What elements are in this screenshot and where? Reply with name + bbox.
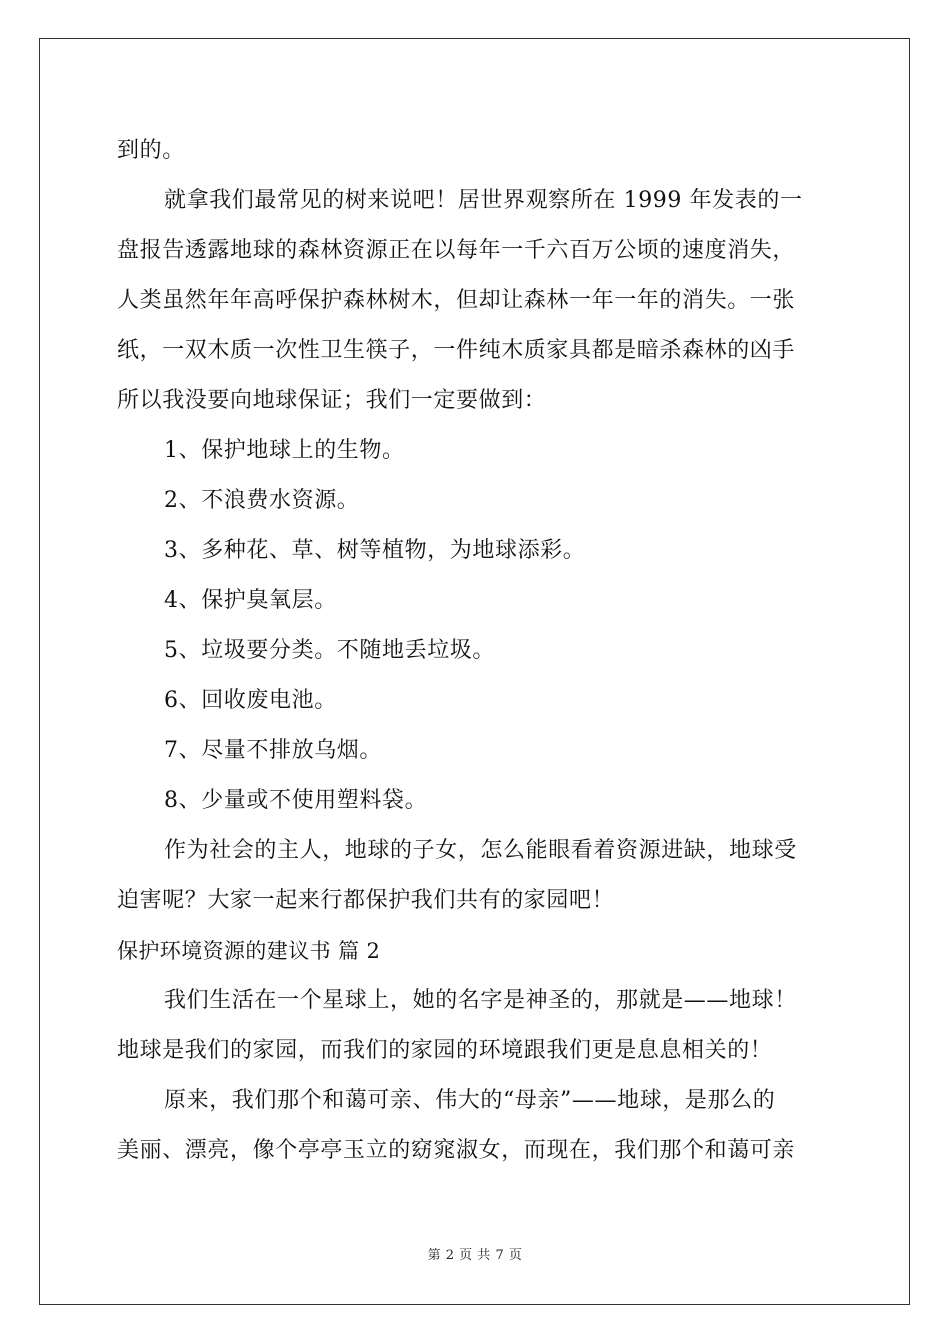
paragraph-line: 所以我没要向地球保证；我们一定要做到： (117, 388, 547, 413)
list-item: 8、少量或不使用塑料袋。 (164, 788, 428, 813)
paragraph-line: 就拿我们最常见的树来说吧！居世界观察所在 1999 年发表的一 (164, 188, 803, 213)
paragraph-line: 地球是我们的家园，而我们的家园的环境跟我们更是息息相关的！ (117, 1038, 773, 1063)
paragraph-line: 美丽、漂亮，像个亭亭玉立的窈窕淑女，而现在，我们那个和蔼可亲 (117, 1138, 796, 1163)
paragraph-line: 我们生活在一个星球上，她的名字是神圣的，那就是——地球！ (164, 988, 797, 1013)
paragraph-line: 迫害呢？大家一起来行都保护我们共有的家园吧！ (117, 888, 615, 913)
list-item: 7、尽量不排放乌烟。 (164, 738, 382, 763)
list-item: 5、垃圾要分类。不随地丢垃圾。 (164, 638, 495, 663)
paragraph-line: 到的。 (117, 138, 185, 163)
page-number: 第 2 页 共 7 页 (427, 1248, 523, 1263)
list-item: 3、多种花、草、树等植物，为地球添彩。 (164, 538, 586, 563)
paragraph-line: 纸，一双木质一次性卫生筷子，一件纯木质家具都是暗杀森林的凶手 (117, 338, 796, 363)
paragraph-line: 作为社会的主人，地球的子女，怎么能眼看着资源进缺，地球受 (164, 838, 797, 863)
paragraph-line: 人类虽然年年高呼保护森林树木，但却让森林一年一年的消失。一张 (117, 288, 796, 313)
list-item: 4、保护臭氧层。 (164, 588, 337, 613)
paragraph-line: 原来，我们那个和蔼可亲、伟大的“母亲”——地球，是那么的 (164, 1088, 776, 1113)
list-item: 2、不浪费水资源。 (164, 488, 360, 513)
document-body (117, 126, 833, 1176)
list-item: 6、回收废电池。 (164, 688, 337, 713)
section-heading: 保护环境资源的建议书 篇 2 (117, 939, 381, 963)
list-item: 1、保护地球上的生物。 (164, 438, 405, 463)
paragraph-line: 盘报告透露地球的森林资源正在以每年一千六百万公顷的速度消失， (117, 238, 796, 263)
